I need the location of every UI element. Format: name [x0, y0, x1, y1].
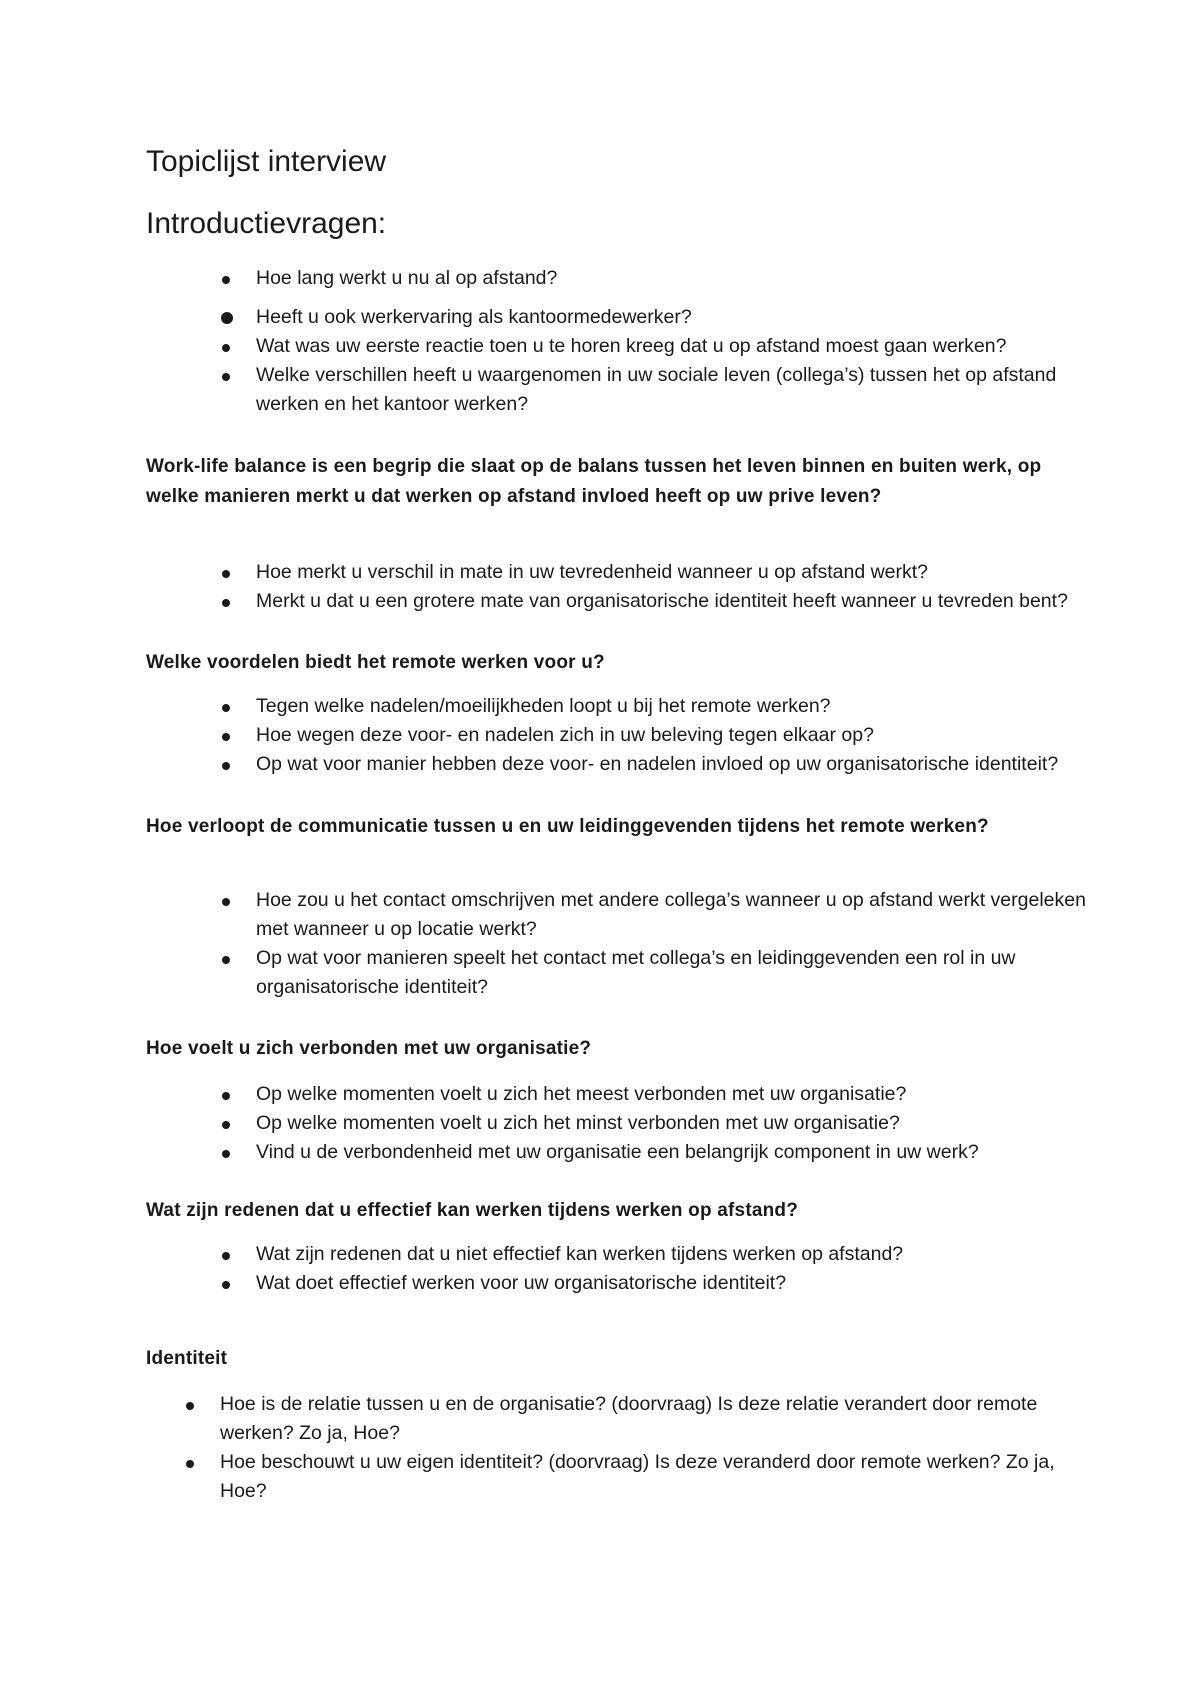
list-item: Wat zijn redenen dat u niet effectief kan werken tijdens werken op afstand? — [146, 1240, 1086, 1269]
bullet-icon — [222, 733, 230, 741]
bullet-icon — [222, 276, 230, 284]
section-verbonden-list — [146, 1080, 1086, 1167]
question-heading: Identiteit — [146, 1348, 228, 1369]
bullet-icon — [222, 373, 230, 381]
bullet-icon — [222, 1121, 230, 1129]
section-work-life-list — [146, 558, 1086, 616]
bullet-icon — [186, 1402, 194, 1410]
bullet-icon — [222, 570, 230, 578]
section-communicatie-list — [146, 886, 1086, 1002]
question-heading: Hoe verloopt de communicatie tussen u en uw leidinggevenden tijdens het remote werken? — [146, 816, 989, 837]
section-effectief-list — [146, 1240, 1086, 1298]
list-item: Hoe zou u het contact omschrijven met andere collega’s wanneer u op afstand werkt vergeleken met wanneer u op locatie werkt? — [146, 886, 1086, 944]
question-list — [146, 1080, 1086, 1167]
bullet-icon — [222, 956, 230, 964]
bullet-icon — [222, 1281, 230, 1289]
bullet-icon — [222, 762, 230, 770]
question-heading: Wat zijn redenen dat u effectief kan werken tijdens werken op afstand? — [146, 1200, 799, 1221]
list-item: Hoe wegen deze voor- en nadelen zich in uw beleving tegen elkaar op? — [146, 721, 1086, 750]
list-item: Wat was uw eerste reactie toen u te horen kreeg dat u op afstand moest gaan werken? — [146, 332, 1086, 361]
list-item: Hoe merkt u verschil in mate in uw tevredenheid wanneer u op afstand werkt? — [146, 558, 1086, 587]
intro-list — [146, 264, 1086, 419]
section-identiteit-list — [146, 1390, 1086, 1506]
list-item: Op welke momenten voelt u zich het minst verbonden met uw organisatie? — [146, 1109, 1086, 1138]
bullet-icon — [222, 344, 230, 352]
list-item: Vind u de verbondenheid met uw organisatie een belangrijk component in uw werk? — [146, 1138, 1086, 1167]
section-verbonden — [146, 1034, 1086, 1064]
bullet-icon — [221, 312, 233, 324]
question-list — [146, 886, 1086, 1002]
list-item: Merkt u dat u een grotere mate van organisatorische identiteit heeft wanneer u tevreden bent? — [146, 587, 1086, 616]
list-item: Heeft u ook werkervaring als kantoormedewerker? — [146, 303, 1086, 332]
section-voordelen-list — [146, 692, 1086, 779]
page-title: Topiclijst interview — [146, 145, 387, 178]
question-list — [146, 558, 1086, 616]
question-list — [146, 1390, 1086, 1506]
list-item: Hoe lang werkt u nu al op afstand? — [146, 264, 1086, 293]
question-heading: Welke voordelen biedt het remote werken voor u? — [146, 652, 605, 673]
question-heading: Work-life balance is een begrip die slaat op de balans tussen het leven binnen en buiten werk, op welke manieren merkt u dat werken op afstand invloed heeft op uw prive leven? — [146, 456, 1042, 507]
section-identiteit — [146, 1344, 1086, 1374]
bullet-icon — [222, 1252, 230, 1260]
list-item: Tegen welke nadelen/moeilijkheden loopt u bij het remote werken? — [146, 692, 1086, 721]
intro-block — [146, 264, 1086, 419]
bullet-icon — [222, 704, 230, 712]
bullet-icon — [222, 599, 230, 607]
question-heading: Hoe voelt u zich verbonden met uw organisatie? — [146, 1038, 592, 1059]
section-heading-intro: Introductievragen: — [146, 207, 387, 240]
bullet-icon — [222, 1092, 230, 1100]
list-item: Op wat voor manieren speelt het contact met collega’s en leidinggevenden een rol in uw organisatorische identiteit? — [146, 944, 1086, 1002]
list-item: Welke verschillen heeft u waargenomen in uw sociale leven (collega’s) tussen het op afstand werken en het kantoor werken? — [146, 361, 1086, 419]
list-item: Op wat voor manier hebben deze voor- en nadelen invloed op uw organisatorische identiteit? — [146, 750, 1086, 779]
bullet-icon — [222, 1150, 230, 1158]
section-effectief — [146, 1196, 1086, 1226]
bullet-icon — [186, 1460, 194, 1468]
bullet-icon — [222, 898, 230, 906]
section-communicatie — [146, 812, 1086, 842]
question-list — [146, 1240, 1086, 1298]
question-list — [146, 692, 1086, 779]
list-item: Wat doet effectief werken voor uw organisatorische identiteit? — [146, 1269, 1086, 1298]
list-item: Hoe beschouwt u uw eigen identiteit? (doorvraag) Is deze veranderd door remote werken? Zo ja, Hoe? — [146, 1448, 1086, 1506]
section-work-life — [146, 452, 1086, 512]
list-item: Hoe is de relatie tussen u en de organisatie? (doorvraag) Is deze relatie verandert door remote werken? Zo ja, Hoe? — [146, 1390, 1086, 1448]
list-item: Op welke momenten voelt u zich het meest verbonden met uw organisatie? — [146, 1080, 1086, 1109]
section-voordelen — [146, 648, 1086, 678]
